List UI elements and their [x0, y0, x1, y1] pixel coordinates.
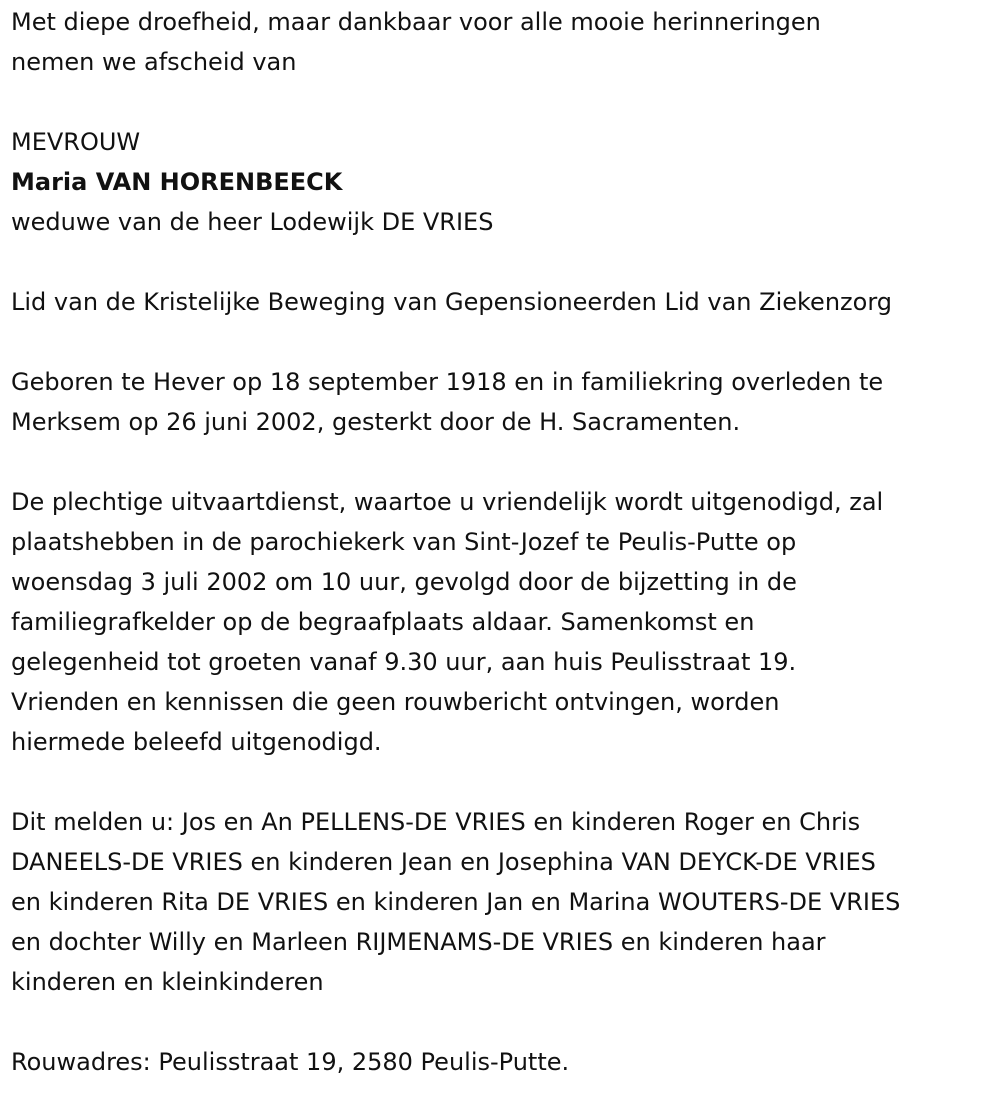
memberships-text: Lid van de Kristelijke Beweging van Gepensioneerden Lid van Ziekenzorg: [11, 288, 892, 316]
paragraph-gap: [11, 762, 988, 802]
birth-death-line-2: Merksem op 26 juni 2002, gesterkt door de H. Sacramenten.: [11, 408, 741, 436]
family-section: [11, 802, 988, 1002]
ceremony-line: gelegenheid tot groeten vanaf 9.30 uur, aan huis Peulisstraat 19.: [11, 648, 797, 676]
family-line: Dit melden u: Jos en An PELLENS-DE VRIES en kinderen Roger en Chris: [11, 808, 861, 836]
family-line: DANEELS-DE VRIES en kinderen Jean en Josephina VAN DEYCK-DE VRIES: [11, 848, 876, 876]
paragraph-gap: [11, 442, 988, 482]
paragraph-gap: [11, 322, 988, 362]
mourning-address: Rouwadres: Peulisstraat 19, 2580 Peulis-Putte.: [11, 1048, 570, 1076]
paragraph-gap: [11, 242, 988, 282]
ceremony-line: De plechtige uitvaartdienst, waartoe u vriendelijk wordt uitgenodigd, zal: [11, 488, 884, 516]
deceased-name: Maria VAN HORENBEECK: [11, 168, 343, 196]
ceremony-section: [11, 482, 988, 762]
ceremony-line: hiermede beleefd uitgenodigd.: [11, 728, 382, 756]
intro-line-2: nemen we afscheid van: [11, 48, 297, 76]
ceremony-line: plaatshebben in de parochiekerk van Sint-Jozef te Peulis-Putte op: [11, 528, 797, 556]
deceased-section: [11, 122, 988, 242]
birth-death-section: [11, 362, 988, 442]
deceased-title: MEVROUW: [11, 128, 141, 156]
paragraph-gap: [11, 1002, 988, 1042]
family-line: kinderen en kleinkinderen: [11, 968, 324, 996]
birth-death-line-1: Geboren te Hever op 18 september 1918 en in familiekring overleden te: [11, 368, 884, 396]
family-line: en kinderen Rita DE VRIES en kinderen Jan en Marina WOUTERS-DE VRIES: [11, 888, 901, 916]
intro-line-1: Met diepe droefheid, maar dankbaar voor alle mooie herinneringen: [11, 8, 821, 36]
paragraph-gap: [11, 82, 988, 122]
ceremony-line: woensdag 3 juli 2002 om 10 uur, gevolgd door de bijzetting in de: [11, 568, 797, 596]
deceased-relation: weduwe van de heer Lodewijk DE VRIES: [11, 208, 494, 236]
intro-section: [11, 2, 988, 82]
ceremony-line: Vrienden en kennissen die geen rouwbericht ontvingen, worden: [11, 688, 780, 716]
family-line: en dochter Willy en Marleen RIJMENAMS-DE VRIES en kinderen haar: [11, 928, 826, 956]
ceremony-line: familiegrafkelder op de begraafplaats aldaar. Samenkomst en: [11, 608, 755, 636]
